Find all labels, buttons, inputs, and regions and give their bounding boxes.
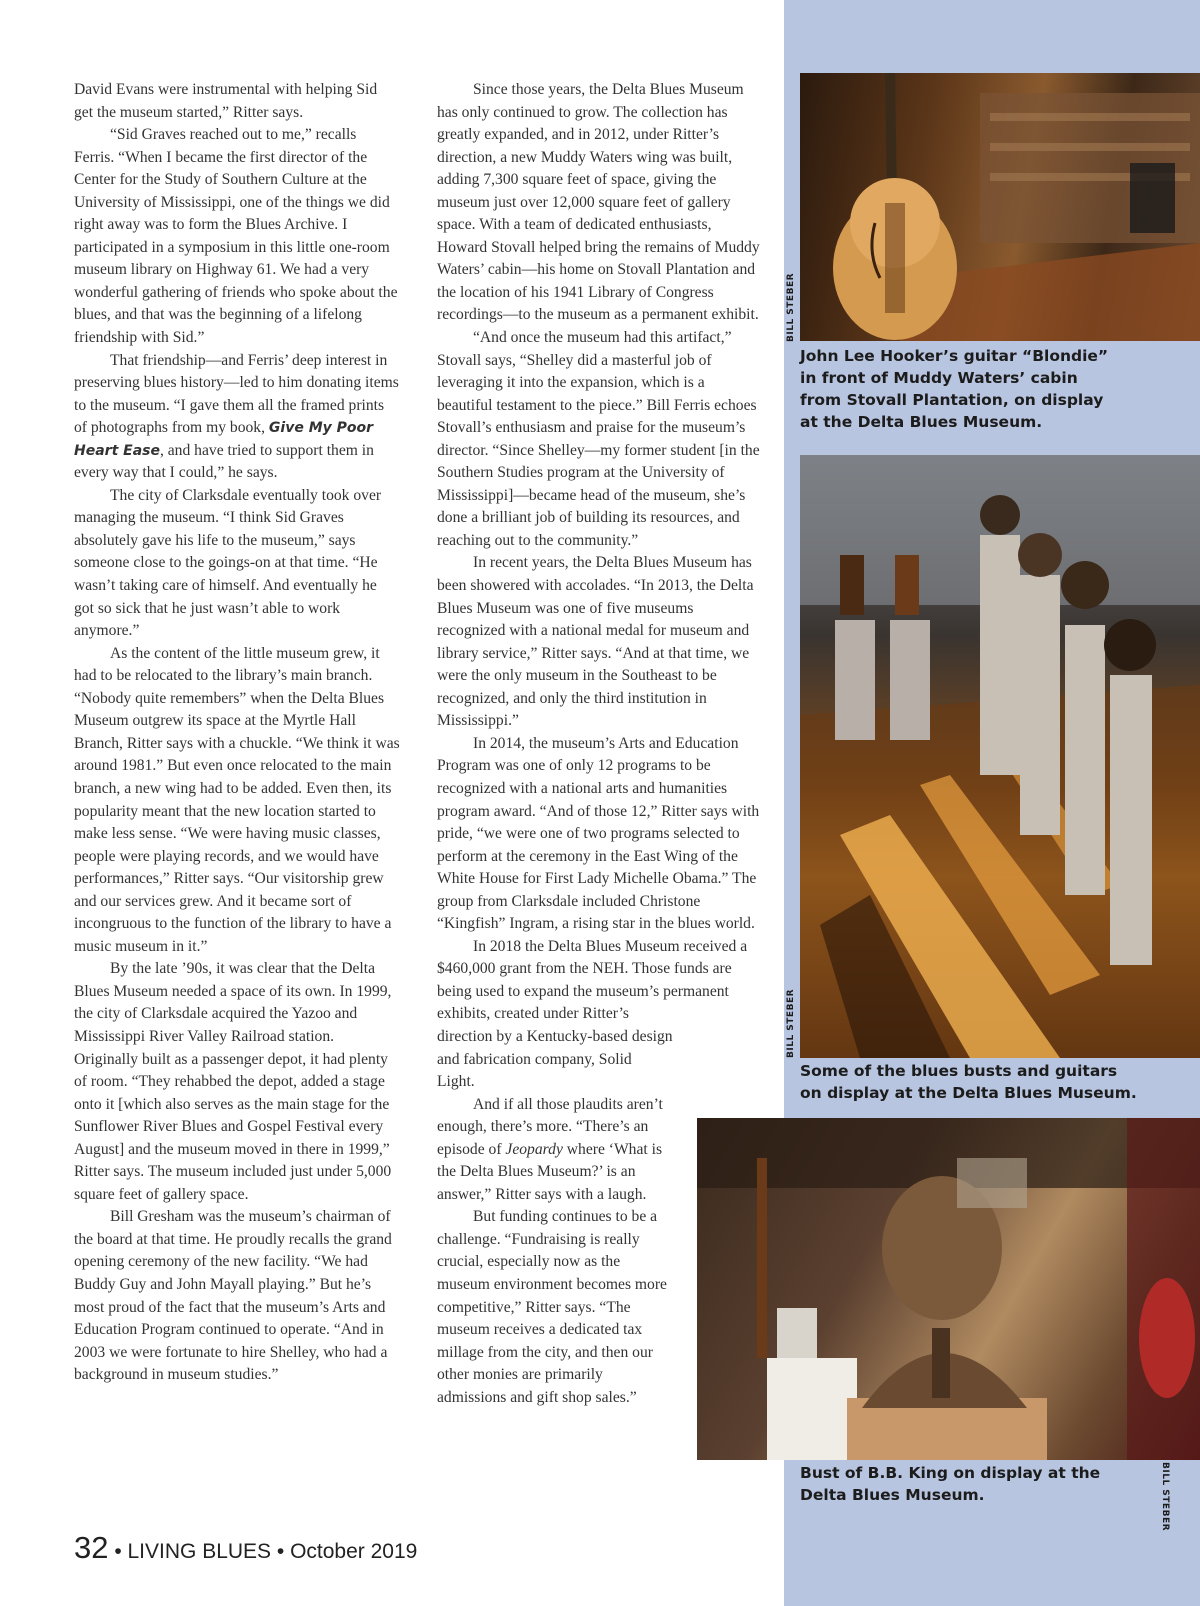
paragraph: “Sid Graves reached out to me,” recalls Ferris. “When I became the first director of the Center for the Study of Southern Culture at the University of Mississippi, one of the things we did right away was to form the Blues Archive. I participated in a symposium in this little one-room museum library on Highway 61. We had a very wonderful gathering of friends who spoke about the blues, and that was the beginning of a lifelong friendship with Sid.” xyxy=(74,126,398,347)
page-number: 32 xyxy=(74,1530,109,1565)
guitar-blondie-photo xyxy=(800,73,1200,341)
bb-king-bust-photo xyxy=(697,1118,1200,1460)
photo-caption: John Lee Hooker’s guitar “Blondie” in front of Muddy Waters’ cabin from Stovall Plantation, on display at the Delta Blues Museum. xyxy=(800,347,1109,431)
paragraph: Bill Gresham was the museum’s chairman of the board at that time. He proudly recalls the grand opening ceremony of the new facility. “We had Buddy Guy and John Mayall playing.” But he’s most proud of the fact that the museum’s Arts and Education Program continued to operate. “And in 2003 we were fortunate to hire Shelley, who had a background in museum studies.” xyxy=(74,1208,392,1384)
book-title: Give My Poor Heart Ease xyxy=(74,420,374,459)
paragraph: In 2018 the Delta Blues Museum received a $460,000 grant from the NEH. Those funds are being used to expand the museum’s permanent exhibits, created under Ritter’s xyxy=(437,937,748,1023)
paragraph: That friendship—and Ferris’ deep interest in preserving blues history—led to him donating items to the museum. “I gave them all the framed prints of photographs from my book, Give My Poor Heart Ease, and have tried to support them in every way that I could,” he says. xyxy=(74,351,399,482)
paragraph: In recent years, the Delta Blues Museum has been showered with accolades. “In 2013, the Delta Blues Museum was one of five museums recognized with a national medal for museum and library service,” Ritter says. “And at that time, we were the only museum in the Southeast to be recognized, and only the third institution in Mississippi.” xyxy=(437,554,754,730)
magazine-issue: • LIVING BLUES • October 2019 xyxy=(108,1540,418,1563)
show-title: Jeopardy xyxy=(505,1140,563,1158)
photo-credit: BILL STEBER xyxy=(1160,1462,1170,1532)
paragraph: “And once the museum had this artifact,” Stovall says, “Shelley did a masterful job of leveraging it into the expansion, which is a beautiful testament to the piece.” Bill Ferris echoes Stovall’s enthusiasm and praise for the museum’s director. “Since Shelley—my former student [in the Southern Studies program at the University of Mississippi]—became head of the museum, she’s done a brilliant job of building its resources, and reaching out to the community.” xyxy=(437,329,760,549)
article-column-1 xyxy=(74,79,400,1387)
photo-credit: BILL STEBER xyxy=(786,988,796,1058)
paragraph: As the content of the little museum grew, it had to be relocated to the library’s main branch. “Nobody quite remembers” when the Delta Blues Museum outgrew its space at the Myrtle Hall Branch, Ritter says with a chuckle. “We think it was around 1981.” But even once relocated to the main branch, a new wing had to be added. Even then, its popularity meant that the new location started to make less sense. “We were having music classes, people were playing records, and we would have performances,” Ritter says. “Our visitorship grew and our services grew. And it became sort of incongruous to the function of the library to have a music museum in it.” xyxy=(74,644,400,955)
paragraph: The city of Clarksdale eventually took over managing the museum. “I think Sid Graves absolutely gave his life to the museum,” says someone close to the goings-on at that time. “He wasn’t taking care of himself. And eventually he got so sick that he just wasn’t able to work anymore.” xyxy=(74,486,382,640)
paragraph: In 2014, the museum’s Arts and Education Program was one of only 12 programs to be recognized with a national arts and humanities program award. “And of those 12,” Ritter says with pride, “we were one of two programs selected to perform at the ceremony in the East Wing of the White House for First Lady Michelle Obama.” The group from Clarksdale included Christone “Kingfish” Ingram, a rising star in the blues world. xyxy=(437,734,760,933)
paragraph: And if all those plaudits aren’t enough, there’s more. “There’s an episode of Jeopardy where ‘What is the Delta Blues Museum?’ is an answer,” Ritter says with a laugh. xyxy=(437,1095,663,1203)
paragraph: Since those years, the Delta Blues Museum has only continued to grow. The collection has greatly expanded, and in 2012, under Ritter’s direction, a new Muddy Waters wing was built, adding 7,300 square feet of space, giving the museum just over 12,000 square feet of gallery space. With a team of dedicated enthusiasts, Howard Stovall helped bring the remains of Muddy Waters’ cabin—his home on Stovall Plantation and the location of his 1941 Library of Congress recordings—to the museum as a permanent exhibit. xyxy=(437,81,760,324)
photo-credit: BILL STEBER xyxy=(786,272,796,342)
paragraph: David Evans were instrumental with helping Sid get the museum started,” Ritter says. xyxy=(74,81,378,121)
paragraph: But funding continues to be a challenge. “Fundraising is really crucial, especially now as the museum environment becomes more competitive,” Ritter says. “The museum receives a dedicated tax millage from the city, and then our other monies are primarily admissions and gift shop sales.” xyxy=(437,1208,667,1406)
page-folio xyxy=(74,1530,417,1566)
photo-caption: Some of the blues busts and guitars on display at the Delta Blues Museum. xyxy=(800,1062,1137,1102)
paragraph: By the late ’90s, it was clear that the Delta Blues Museum needed a space of its own. In 1999, the city of Clarksdale acquired the Yazoo and Mississippi River Valley Railroad station. Originally built as a passenger depot, it had plenty of room. “They rehabbed the depot, added a stage onto it [which also serves as the main stage for the Sunflower River Blues and Gospel Festival every August] and the museum moved in there in 1999,” Ritter says. The museum included just under 5,000 square feet of gallery space. xyxy=(74,960,392,1203)
photo-caption: Bust of B.B. King on display at the Delta Blues Museum. xyxy=(800,1464,1101,1504)
paragraph-continued: direction by a Kentucky-based design and fabrication company, Solid Light. xyxy=(437,1027,673,1091)
busts-and-guitars-photo xyxy=(800,455,1200,1058)
